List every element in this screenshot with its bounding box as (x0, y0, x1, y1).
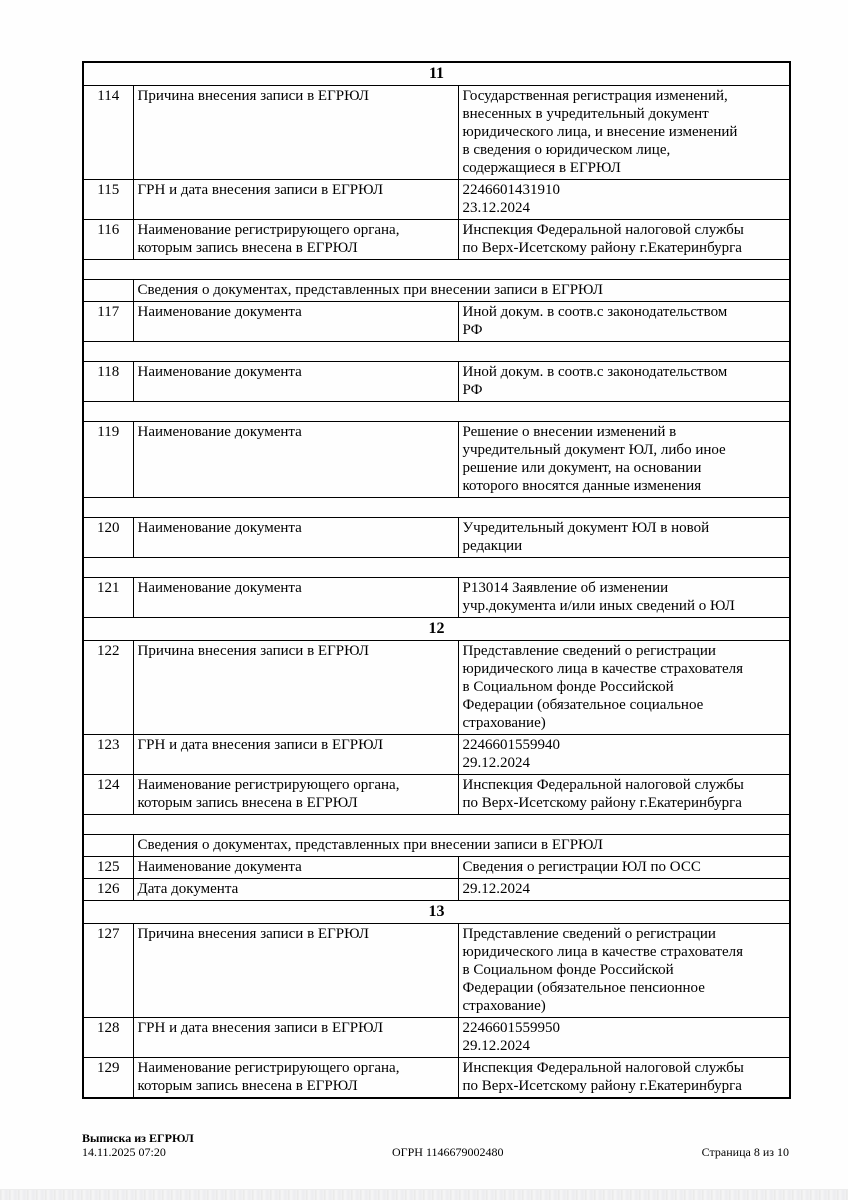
record-value-cell: Иной докум. в соотв.с законодательством РФ (458, 362, 790, 402)
empty-cell (83, 280, 133, 302)
section-number: 11 (83, 62, 790, 86)
record-number-cell: 119 (83, 422, 133, 498)
record-field-cell: Дата документа (133, 879, 458, 901)
record-field-cell: Наименование регистрирующего органа, которым запись внесена в ЕГРЮЛ (133, 775, 458, 815)
documents-subheader-row (83, 280, 790, 302)
record-value-cell: Инспекция Федеральной налоговой службы по Верх-Исетскому району г.Екатеринбурга (458, 775, 790, 815)
record-number-cell: 126 (83, 879, 133, 901)
record-row (83, 518, 790, 558)
record-value-cell: Представление сведений о регистрации юридического лица в качестве страхователя в Социальном фонде Российской Федерации (обязательное социальное страхование) (458, 641, 790, 735)
record-number-cell: 115 (83, 180, 133, 220)
ogrn-label: ОГРН 1146679002480 (392, 1145, 504, 1159)
record-row (83, 857, 790, 879)
section-number: 12 (83, 618, 790, 641)
spacer-cell (83, 260, 790, 280)
record-field-cell: Наименование документа (133, 302, 458, 342)
record-number-cell: 117 (83, 302, 133, 342)
spacer-row (83, 260, 790, 280)
record-row (83, 879, 790, 901)
record-number-cell: 129 (83, 1058, 133, 1099)
record-field-cell: Причина внесения записи в ЕГРЮЛ (133, 641, 458, 735)
record-value-cell: Государственная регистрация изменений, внесенных в учредительный документ юридического лица, и внесение изменений в сведения о юридическом лице, содержащиеся в ЕГРЮЛ (458, 86, 790, 180)
documents-subheader-label: Сведения о документах, представленных при внесении записи в ЕГРЮЛ (133, 280, 790, 302)
record-field-cell: Наименование документа (133, 362, 458, 402)
record-row (83, 578, 790, 618)
record-number-cell: 127 (83, 924, 133, 1018)
spacer-cell (83, 498, 790, 518)
record-field-cell: Наименование документа (133, 857, 458, 879)
record-row (83, 735, 790, 775)
record-value-cell: Инспекция Федеральной налоговой службы по Верх-Исетскому району г.Екатеринбурга (458, 220, 790, 260)
record-value-cell: 2246601431910 23.12.2024 (458, 180, 790, 220)
record-row (83, 924, 790, 1018)
record-field-cell: ГРН и дата внесения записи в ЕГРЮЛ (133, 180, 458, 220)
record-value-cell: 29.12.2024 (458, 879, 790, 901)
record-field-cell: Наименование документа (133, 578, 458, 618)
record-number-cell: 121 (83, 578, 133, 618)
record-value-cell: Р13014 Заявление об изменении учр.документа и/или иных сведений о ЮЛ (458, 578, 790, 618)
record-value-cell: Представление сведений о регистрации юридического лица в качестве страхователя в Социальном фонде Российской Федерации (обязательное пенсионное страхование) (458, 924, 790, 1018)
record-row (83, 302, 790, 342)
record-row (83, 1058, 790, 1099)
record-number-cell: 118 (83, 362, 133, 402)
record-value-cell: Сведения о регистрации ЮЛ по ОСС (458, 857, 790, 879)
spacer-row (83, 815, 790, 835)
record-value-cell: Решение о внесении изменений в учредительный документ ЮЛ, либо иное решение или документ, на основании которого вносятся данные изменения (458, 422, 790, 498)
section-header-row (83, 62, 790, 86)
record-row (83, 641, 790, 735)
spacer-row (83, 558, 790, 578)
record-field-cell: Наименование регистрирующего органа, которым запись внесена в ЕГРЮЛ (133, 1058, 458, 1099)
spacer-cell (83, 815, 790, 835)
record-field-cell: Наименование регистрирующего органа, которым запись внесена в ЕГРЮЛ (133, 220, 458, 260)
egrul-records-table (82, 61, 791, 1099)
record-row (83, 362, 790, 402)
section-header-row (83, 618, 790, 641)
record-number-cell: 124 (83, 775, 133, 815)
spacer-row (83, 342, 790, 362)
record-number-cell: 120 (83, 518, 133, 558)
record-value-cell: Иной докум. в соотв.с законодательством РФ (458, 302, 790, 342)
document-type-label: Выписка из ЕГРЮЛ (82, 1131, 194, 1145)
record-number-cell: 116 (83, 220, 133, 260)
page-number-label: Страница 8 из 10 (701, 1145, 789, 1159)
record-value-cell: Инспекция Федеральной налоговой службы по Верх-Исетскому району г.Екатеринбурга (458, 1058, 790, 1099)
record-value-cell: 2246601559950 29.12.2024 (458, 1018, 790, 1058)
spacer-row (83, 402, 790, 422)
scan-edge-artifact (0, 1189, 848, 1200)
spacer-cell (83, 342, 790, 362)
generated-timestamp: 14.11.2025 07:20 (82, 1145, 166, 1159)
record-row (83, 220, 790, 260)
record-row (83, 1018, 790, 1058)
record-field-cell: ГРН и дата внесения записи в ЕГРЮЛ (133, 1018, 458, 1058)
record-value-cell: 2246601559940 29.12.2024 (458, 735, 790, 775)
record-number-cell: 125 (83, 857, 133, 879)
documents-subheader-row (83, 835, 790, 857)
section-header-row (83, 901, 790, 924)
spacer-cell (83, 402, 790, 422)
record-field-cell: Наименование документа (133, 518, 458, 558)
page-footer (82, 1131, 789, 1159)
record-row (83, 86, 790, 180)
record-number-cell: 122 (83, 641, 133, 735)
spacer-row (83, 498, 790, 518)
record-field-cell: Наименование документа (133, 422, 458, 498)
documents-subheader-label: Сведения о документах, представленных при внесении записи в ЕГРЮЛ (133, 835, 790, 857)
record-row (83, 422, 790, 498)
record-field-cell: Причина внесения записи в ЕГРЮЛ (133, 924, 458, 1018)
record-field-cell: Причина внесения записи в ЕГРЮЛ (133, 86, 458, 180)
record-field-cell: ГРН и дата внесения записи в ЕГРЮЛ (133, 735, 458, 775)
empty-cell (83, 835, 133, 857)
record-row (83, 775, 790, 815)
footer-left (82, 1131, 194, 1159)
record-number-cell: 128 (83, 1018, 133, 1058)
section-number: 13 (83, 901, 790, 924)
record-number-cell: 123 (83, 735, 133, 775)
spacer-cell (83, 558, 790, 578)
record-number-cell: 114 (83, 86, 133, 180)
record-row (83, 180, 790, 220)
record-value-cell: Учредительный документ ЮЛ в новой редакции (458, 518, 790, 558)
